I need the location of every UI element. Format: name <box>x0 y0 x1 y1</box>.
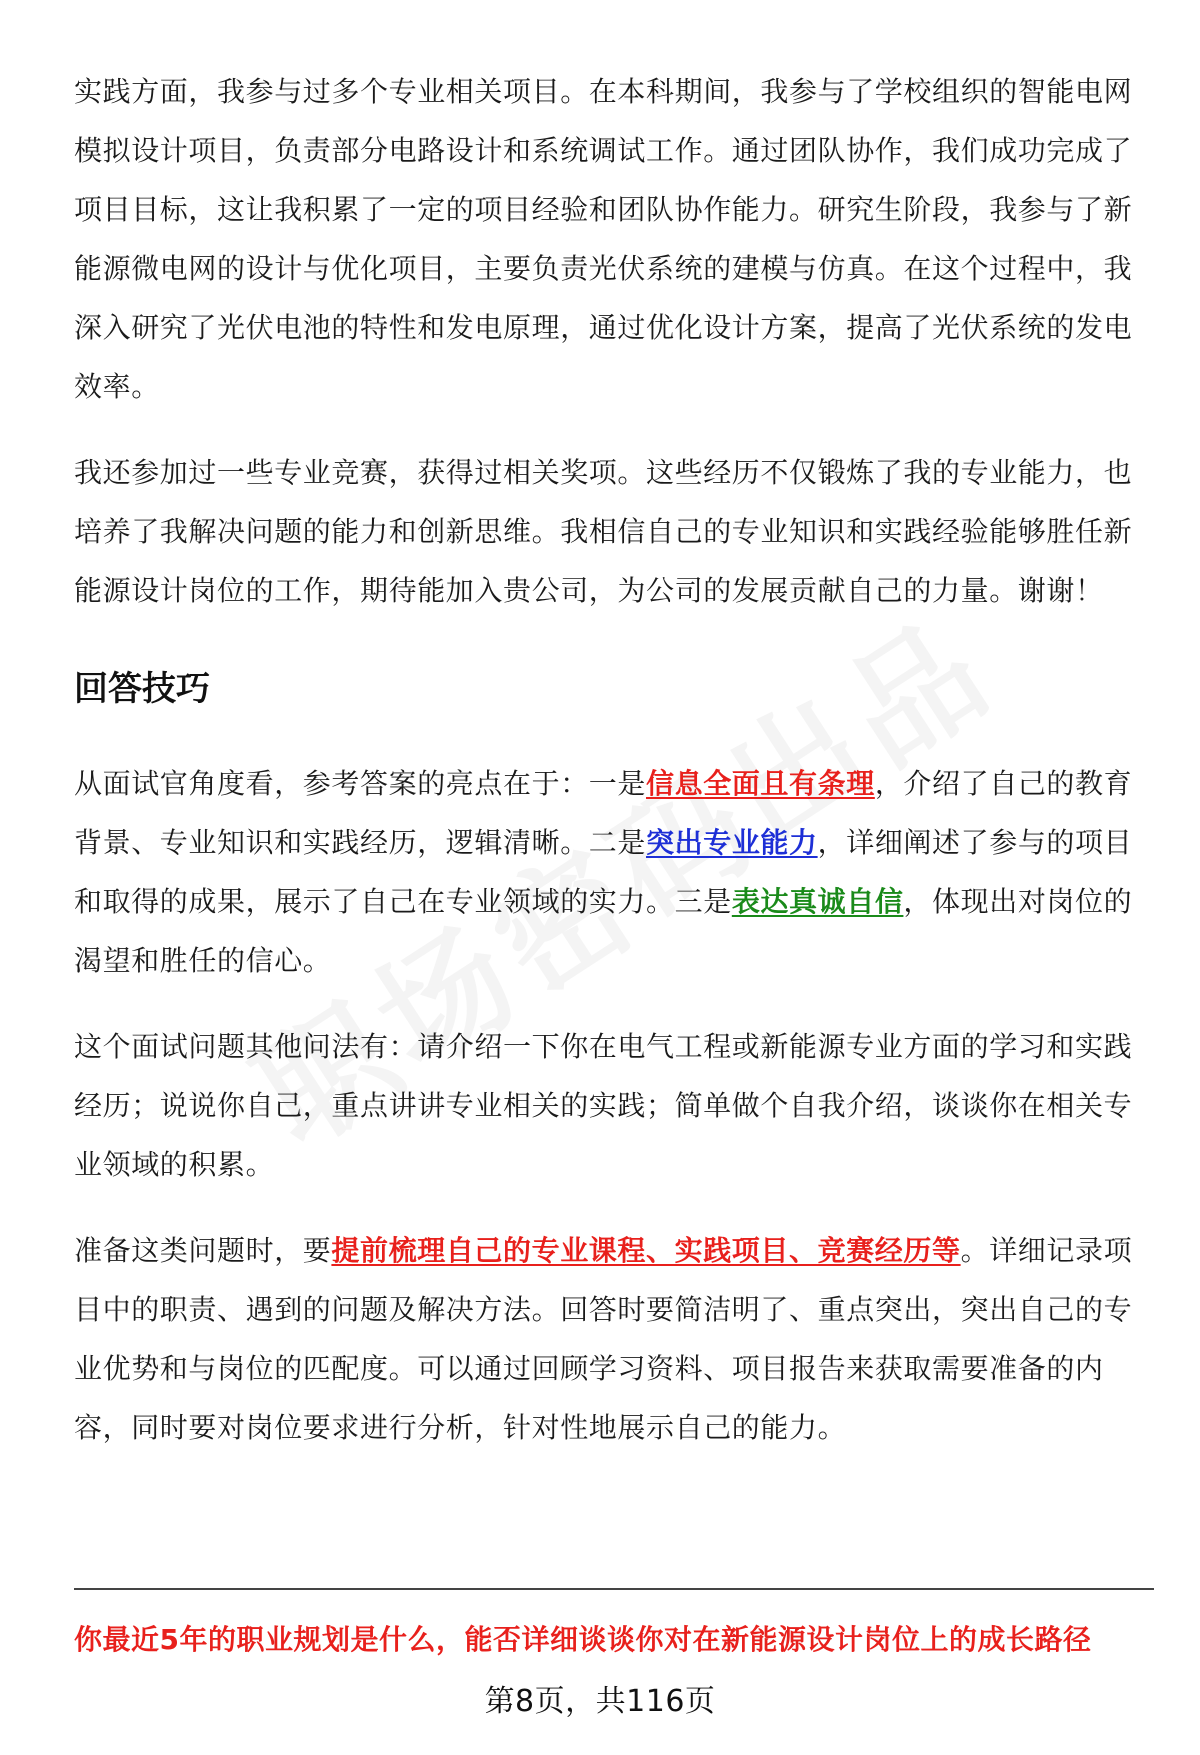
highlight-comprehensive: 信息全面且有条理 <box>646 767 875 800</box>
page-number-footer: 第8页，共116页 <box>484 1684 716 1719</box>
paragraph-practice-experience: 实践方面，我参与过多个专业相关项目。在本科期间，我参与了学校组织的智能电网模拟设计项目，负责部分电路设计和系统调试工作。通过团队协作，我们成功完成了项目目标，这让我积累了一定的项目经验和团队协作能力。研究生阶段，我参与了新能源微电网的设计与优化项目，主要负责光伏系统的建模与仿真。在这个过程中，我深入研究了光伏电池的特性和发电原理，通过优化设计方案，提高了光伏系统的发电效率。 <box>74 75 1133 403</box>
text-segment: 从面试官角度看，参考答案的亮点在于：一是 <box>74 767 647 800</box>
highlight-preparation: 提前梳理自己的专业课程、实践项目、竞赛经历等 <box>331 1234 961 1267</box>
highlight-sincere-confident: 表达真诚自信 <box>731 885 904 918</box>
highlight-professional-ability: 突出专业能力 <box>646 826 818 859</box>
text-segment: 。详细记录项目中的职责、遇到的问题及解决方法。回答时要简洁明了、重点突出，突出自己的专业优势和与岗位的匹配度。可以通过回顾学习资料、项目报告来获取需要准备的内容，同时要对岗位要求进行分析，针对性地展示自己的能力。 <box>74 1234 1133 1444</box>
text-segment: ，介绍了自己的教育背景、专业知识和实践经历，逻辑清晰。二是 <box>74 767 1133 859</box>
text-segment: ，体现出对岗位的渴望和胜任的信心。 <box>74 885 1133 977</box>
document-body <box>74 62 1154 1457</box>
paragraph-preparation <box>74 1221 1154 1457</box>
next-question-title: 你最近5年的职业规划是什么，能否详细谈谈你对在新能源设计岗位上的成长路径 <box>74 1623 1092 1656</box>
paragraph-alternative-questions: 这个面试问题其他问法有：请介绍一下你在电气工程或新能源专业方面的学习和实践经历；说说你自己，重点讲讲专业相关的实践；简单做个自我介绍，谈谈你在相关专业领域的积累。 <box>74 1030 1133 1181</box>
text-segment: 准备这类问题时，要 <box>74 1234 332 1267</box>
paragraph-competitions-closing: 我还参加过一些专业竞赛，获得过相关奖项。这些经历不仅锻炼了我的专业能力，也培养了我解决问题的能力和创新思维。我相信自己的专业知识和实践经验能够胜任新能源设计岗位的工作，期待能加入贵公司，为公司的发展贡献自己的力量。谢谢！ <box>74 456 1133 607</box>
section-heading: 回答技巧 <box>74 669 210 709</box>
text-segment: ，详细阐述了参与的项目和取得的成果，展示了自己在专业领域的实力。三是 <box>74 826 1133 918</box>
section-divider <box>74 1588 1154 1590</box>
paragraph-answer-highlights <box>74 754 1154 990</box>
